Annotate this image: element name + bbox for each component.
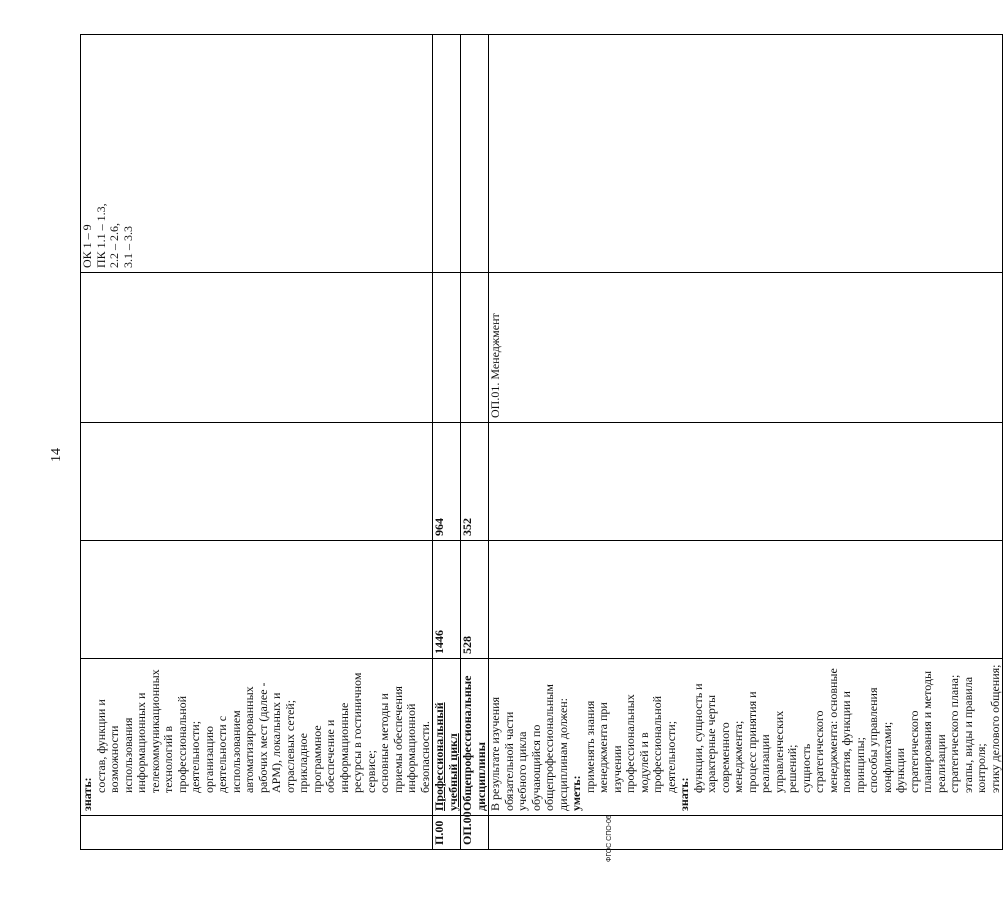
discipline-cell (81, 273, 433, 423)
cycle-title: Профессиональный учебный цикл (433, 659, 461, 816)
knowledge-item: способы управления конфликтами; (866, 687, 894, 793)
knowledge-item: сущность стратегического менеджмента: основные понятия, функции и принципы; (798, 668, 867, 793)
table-row (489, 35, 1003, 850)
table-row (433, 35, 461, 850)
intro-text: В результате изучения обязательной части учебного цикла обучающийся по общепрофессиональным дисциплинам должен: (488, 684, 570, 811)
max-hours-cell: 1446 (433, 541, 461, 659)
table-row (81, 35, 433, 850)
competencies-cell (433, 35, 461, 273)
competency: ПК 1.1 – 1.3, (93, 203, 108, 268)
max-hours-cell: 528 (461, 541, 489, 659)
competency: 3.1 – 3.3 (120, 226, 135, 268)
required-hours-cell (489, 423, 1003, 541)
required-hours-cell: 964 (433, 423, 461, 541)
code-cell: ОП.00 (461, 816, 489, 850)
code-cell (489, 816, 1003, 850)
page-number: 14 (49, 448, 64, 462)
curriculum-table (80, 34, 1003, 850)
cycle-title: Общепрофессиональные дисциплины (461, 659, 489, 816)
max-hours-cell (81, 541, 433, 659)
knowledge-item: прикладное программное обеспечение и информационные ресурсы в гостиничном сервисе; (296, 672, 378, 793)
knowledge-item: состав, функции и возможности использования информационных и телекоммуникационных технологий в профессиональной деятельности; (93, 669, 202, 793)
required-hours-cell (81, 423, 433, 541)
max-hours-cell (489, 541, 1003, 659)
umet-label: уметь: (569, 775, 583, 811)
knowledge-item: процесс принятия и реализации управленческих решений; (744, 691, 799, 793)
knowledge-item: функции стратегического планирования и методы реализации стратегического плана; (893, 670, 961, 793)
table-row (461, 35, 489, 850)
znat-label: знать: (80, 777, 94, 811)
knowledge-item: организацию деятельности с использованием автоматизированных рабочих мест (далее - АРМ), локальных и отраслевых сетей; (201, 682, 297, 793)
discipline-cell (433, 273, 461, 423)
skill-item: применять знания менеджмента при изучении профессиональных модулей и в профессиональной деятельности; (582, 694, 678, 793)
knowledge-item: основные методы и приемы обеспечения информационной безопасности. (377, 686, 432, 793)
competency: ОК 1 – 9 (80, 224, 94, 268)
competencies-cell (461, 35, 489, 273)
description-cell (81, 659, 433, 816)
competencies-cell (489, 35, 1003, 273)
knowledge-item: этапы, виды и правила контроля; (960, 676, 988, 793)
footer-code: ФГОС СПО-06 (606, 815, 613, 862)
znat-label: знать: (677, 777, 691, 811)
competencies-cell (81, 35, 433, 273)
code-cell: П.00 (433, 816, 461, 850)
discipline-cell: ОП.01. Менеджмент (489, 273, 1003, 423)
discipline-cell (461, 273, 489, 423)
competency: 2.2 – 2.6, (107, 223, 121, 268)
description-cell (489, 659, 1003, 816)
code-cell (81, 816, 433, 850)
knowledge-item: этику делового общения; (987, 664, 1002, 793)
required-hours-cell: 352 (461, 423, 489, 541)
knowledge-item: функции, сущность и характерные черты современного менеджмента; (690, 683, 745, 793)
